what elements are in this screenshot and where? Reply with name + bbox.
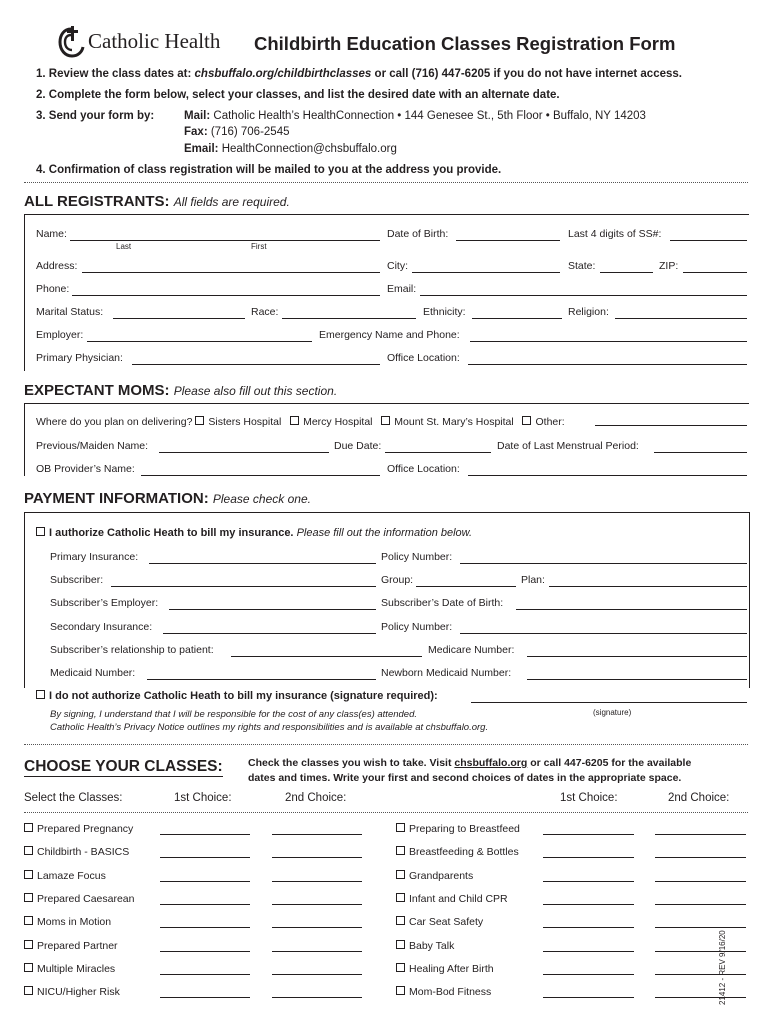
phone-label: Phone: [36,283,70,295]
select-classes-header: Select the Classes: [24,792,123,804]
ssn-field[interactable] [670,240,747,241]
first-choice-field[interactable] [160,951,250,952]
class-name: Lamaze Focus [37,870,106,882]
second-choice-field[interactable] [272,997,362,998]
divider [24,744,748,745]
checkbox-icon [24,846,33,855]
marital-field[interactable] [113,318,245,319]
due-date-label: Due Date: [334,440,382,452]
disclaimer-line-2: Catholic Health’s Privacy Notice outlines my rights and responsibilities and is available at chsbuffalo.org. [50,722,489,733]
office-location-field[interactable] [468,364,747,365]
checkbox-icon [396,940,405,949]
first-choice-field[interactable] [160,904,250,905]
subscriber-employer-field[interactable] [169,609,376,610]
checkbox-icon [36,690,45,699]
classes-note-line-1: Check the classes you wish to take. Visit chsbuffalo.org or call 447-6205 for the available [248,757,692,769]
physician-field[interactable] [132,364,380,365]
ob-provider-label: OB Provider’s Name: [36,463,135,475]
first-choice-field[interactable] [543,881,634,882]
delivery-question: Where do you plan on delivering? Sisters Hospital Mercy Hospital Mount St. Mary’s Hospital Other: [36,416,565,428]
emergency-label: Emergency Name and Phone: [319,329,460,341]
checkbox-icon [396,823,405,832]
checkbox-icon [396,916,405,925]
signature-field[interactable] [471,702,747,703]
mercy-hospital-option[interactable]: Mercy Hospital [290,416,372,428]
office-location-label: Office Location: [387,352,460,364]
brand-name: Catholic Health [88,29,221,53]
class-option[interactable] [396,916,483,928]
class-option[interactable] [396,963,494,975]
class-name: Prepared Caesarean [37,893,135,905]
second-choice-field[interactable] [272,904,362,905]
plan-field[interactable] [549,586,747,587]
class-option[interactable] [396,846,519,858]
plan-label: Plan: [521,574,545,586]
race-field[interactable] [282,318,416,319]
emergency-field[interactable] [470,341,747,342]
second-choice-field[interactable] [272,881,362,882]
class-dates-link[interactable]: chsbuffalo.org/childbirthclasses [194,68,372,80]
subscriber-dob-label: Subscriber’s Date of Birth: [381,597,504,609]
name-label: Name: [36,228,67,240]
religion-label: Religion: [568,306,609,318]
first-choice-header-left: 1st Choice: [174,792,232,804]
subscriber-field[interactable] [111,586,376,587]
classes-heading: CHOOSE YOUR CLASSES: [24,758,223,775]
mount-st-marys-option[interactable]: Mount St. Mary’s Hospital [381,416,513,428]
second-choice-field[interactable] [272,834,362,835]
expectant-moms-heading: EXPECTANT MOMS: Please also fill out this section. [24,382,338,399]
ethnicity-field[interactable] [472,318,562,319]
relationship-field[interactable] [231,656,422,657]
disclaimer-line-1: By signing, I understand that I will be responsible for the cost of any class(es) attended. [50,709,418,720]
class-option[interactable] [24,963,115,975]
class-name: Prepared Pregnancy [37,823,134,835]
first-choice-field[interactable] [543,857,634,858]
last-sublabel: Last [116,242,132,251]
employer-label: Employer: [36,329,84,341]
name-field[interactable] [70,240,380,241]
ethnicity-label: Ethnicity: [423,306,466,318]
email-address: Email: HealthConnection@chsbuffalo.org [184,143,397,155]
city-label: City: [387,260,408,272]
fax-number: Fax: (716) 706-2545 [184,126,290,138]
secondary-insurance-field[interactable] [163,633,376,634]
checkbox-icon [24,986,33,995]
due-date-field[interactable] [385,452,491,453]
other-hospital-option[interactable]: Other: [522,416,564,428]
second-choice-field[interactable] [655,904,746,905]
class-name: Childbirth - BASICS [37,846,130,858]
checkbox-icon [396,846,405,855]
signature-sublabel: (signature) [593,708,632,717]
first-choice-field[interactable] [543,974,634,975]
email-label: Email: [387,283,417,295]
policy-number-1-field[interactable] [460,563,747,564]
page-title: Childbirth Education Classes Registration Form [254,33,676,54]
subscriber-dob-field[interactable] [516,609,747,610]
state-label: State: [568,260,596,272]
zip-label: ZIP: [659,260,679,272]
class-name: Healing After Birth [409,963,494,975]
authorize-option[interactable]: I authorize Catholic Heath to bill my insurance. Please fill out the information below. [36,527,472,539]
logo-mark-icon [56,26,86,60]
first-choice-field[interactable] [160,927,250,928]
checkbox-icon [24,870,33,879]
second-choice-field[interactable] [655,997,746,998]
policy-number-1-label: Policy Number: [381,551,453,563]
first-choice-field[interactable] [543,951,634,952]
checkbox-icon [522,416,531,425]
class-name: Moms in Motion [37,916,112,928]
checkbox-icon [396,986,405,995]
class-name: Prepared Partner [37,940,118,952]
second-choice-field[interactable] [655,951,746,952]
group-field[interactable] [416,586,516,587]
ssn-label: Last 4 digits of SS#: [568,228,662,240]
checkbox-icon [24,916,33,925]
registrants-heading: ALL REGISTRANTS: All fields are required. [24,193,290,210]
medicaid-field[interactable] [147,679,376,680]
state-field[interactable] [600,272,653,273]
first-choice-field[interactable] [160,881,250,882]
first-choice-field[interactable] [160,857,250,858]
race-label: Race: [251,306,279,318]
sisters-hospital-option[interactable]: Sisters Hospital [195,416,281,428]
checkbox-icon [24,893,33,902]
email-field[interactable] [420,295,747,296]
checkbox-icon [24,940,33,949]
class-name: Preparing to Breastfeed [409,823,520,835]
medicare-field[interactable] [527,656,747,657]
second-choice-field[interactable] [655,881,746,882]
do-not-authorize-option[interactable]: I do not authorize Catholic Heath to bill my insurance (signature required): [36,690,438,702]
first-choice-field[interactable] [543,927,634,928]
policy-number-2-field[interactable] [460,633,747,634]
class-option[interactable] [396,870,473,882]
primary-insurance-label: Primary Insurance: [50,551,139,563]
class-option[interactable] [396,893,508,905]
subscriber-employer-label: Subscriber’s Employer: [50,597,159,609]
dob-field[interactable] [456,240,560,241]
ob-office-label: Office Location: [387,463,460,475]
second-choice-field[interactable] [272,974,362,975]
checkbox-icon [195,416,204,425]
address-field[interactable] [82,272,380,273]
second-choice-field[interactable] [655,974,746,975]
instruction-step-3: 3. Send your form by: [36,110,155,122]
maiden-name-label: Previous/Maiden Name: [36,440,149,452]
lmp-field[interactable] [654,452,747,453]
second-choice-field[interactable] [655,857,746,858]
first-choice-field[interactable] [160,997,250,998]
second-choice-field[interactable] [655,927,746,928]
ob-provider-field[interactable] [141,475,380,476]
checkbox-icon [396,893,405,902]
checkbox-icon [290,416,299,425]
dob-label: Date of Birth: [387,228,449,240]
employer-field[interactable] [87,341,312,342]
secondary-insurance-label: Secondary Insurance: [50,621,153,633]
checkbox-icon [396,870,405,879]
class-option[interactable] [396,823,520,835]
first-sublabel: First [251,242,267,251]
medicare-label: Medicare Number: [428,644,515,656]
phone-field[interactable] [72,295,380,296]
class-name: NICU/Higher Risk [37,986,120,998]
city-field[interactable] [412,272,560,273]
class-info-link[interactable]: chsbuffalo.org [454,757,528,769]
class-option[interactable] [24,986,120,998]
form-code: 21412 - REV 9/16/20 [718,930,727,1005]
physician-label: Primary Physician: [36,352,123,364]
class-option[interactable] [24,870,106,882]
class-name: Baby Talk [409,940,455,952]
payment-heading: PAYMENT INFORMATION: Please check one. [24,490,311,507]
primary-insurance-field[interactable] [149,563,376,564]
class-name: Multiple Miracles [37,963,116,975]
second-choice-field[interactable] [272,927,362,928]
divider [24,182,748,183]
class-name: Car Seat Safety [409,916,484,928]
mail-address: Mail: Catholic Health’s HealthConnection • 144 Genesee St., 5th Floor • Buffalo, NY 14203 [184,110,646,122]
second-choice-field[interactable] [272,951,362,952]
first-choice-field[interactable] [543,997,634,998]
class-name: Breastfeeding & Bottles [409,846,519,858]
class-name: Infant and Child CPR [409,893,508,905]
zip-field[interactable] [683,272,747,273]
marital-label: Marital Status: [36,306,104,318]
class-option[interactable] [24,893,134,905]
second-choice-field[interactable] [272,857,362,858]
religion-field[interactable] [615,318,747,319]
checkbox-icon [24,963,33,972]
class-option[interactable] [396,940,454,952]
divider [24,812,748,813]
class-name: Grandparents [409,870,474,882]
second-choice-field[interactable] [655,834,746,835]
instruction-step-4: 4. Confirmation of class registration will be mailed to you at the address you provide. [36,164,502,176]
first-choice-field[interactable] [160,834,250,835]
checkbox-icon [24,823,33,832]
first-choice-field[interactable] [543,904,634,905]
first-choice-field[interactable] [543,834,634,835]
checkbox-icon [36,527,45,536]
class-option[interactable] [24,823,133,835]
instruction-step-1: 1. Review the class dates at: chsbuffalo.org/childbirthclasses or call (716) 447-6205 if you do not have internet access. [36,68,682,80]
class-option[interactable] [24,940,118,952]
group-label: Group: [381,574,414,586]
class-name: Mom-Bod Fitness [409,986,492,998]
address-label: Address: [36,260,78,272]
second-choice-header-right: 2nd Choice: [668,792,730,804]
lmp-label: Date of Last Menstrual Period: [497,440,639,452]
newborn-medicaid-label: Newborn Medicaid Number: [381,667,512,679]
maiden-name-field[interactable] [159,452,329,453]
other-hospital-field[interactable] [595,425,747,426]
second-choice-header-left: 2nd Choice: [285,792,347,804]
class-option[interactable] [24,846,129,858]
classes-note-line-2: dates and times. Write your first and second choices of dates in the appropriate space. [248,772,682,784]
ob-office-field[interactable] [468,475,747,476]
policy-number-2-label: Policy Number: [381,621,453,633]
class-option[interactable] [24,916,111,928]
medicaid-label: Medicaid Number: [50,667,136,679]
checkbox-icon [396,963,405,972]
catholic-health-logo [56,24,246,62]
checkbox-icon [381,416,390,425]
first-choice-header-right: 1st Choice: [560,792,618,804]
newborn-medicaid-field[interactable] [527,679,747,680]
subscriber-label: Subscriber: [50,574,104,586]
class-option[interactable] [396,986,491,998]
instruction-step-2: 2. Complete the form below, select your classes, and list the desired date with an alternate date. [36,89,560,101]
relationship-label: Subscriber’s relationship to patient: [50,644,214,656]
first-choice-field[interactable] [160,974,250,975]
